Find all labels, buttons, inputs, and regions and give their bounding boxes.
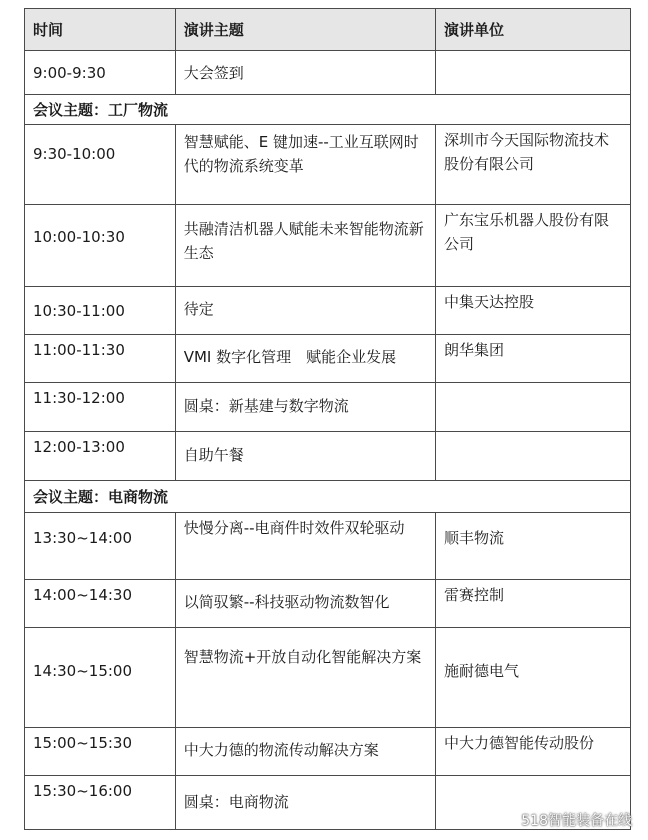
topic-cell: 圆桌：电商物流	[175, 776, 435, 830]
header-row	[25, 9, 631, 51]
table-row	[25, 125, 631, 205]
time-cell: 10:00-10:30	[25, 205, 176, 287]
table-row	[25, 287, 631, 335]
table-row	[25, 335, 631, 383]
table-row	[25, 205, 631, 287]
time-cell: 9:00-9:30	[25, 51, 176, 95]
time-cell: 13:30~14:00	[25, 513, 176, 580]
topic-cell: 快慢分离--电商件时效件双轮驱动	[175, 513, 435, 580]
time-cell: 15:30~16:00	[25, 776, 176, 830]
topic-cell: VMI 数字化管理 赋能企业发展	[175, 335, 435, 383]
org-cell: 施耐德电气	[436, 628, 631, 728]
table-row	[25, 580, 631, 628]
org-cell: 顺丰物流	[436, 513, 631, 580]
watermark-text: 518智能装备在线	[521, 813, 632, 829]
section-row	[25, 95, 631, 125]
section-title: 会议主题：电商物流	[25, 481, 631, 513]
table-row	[25, 628, 631, 728]
org-cell	[436, 383, 631, 432]
topic-cell: 自助午餐	[175, 432, 435, 481]
org-cell	[436, 51, 631, 95]
time-cell: 11:00-11:30	[25, 335, 176, 383]
time-cell: 15:00~15:30	[25, 728, 176, 776]
watermark	[498, 810, 632, 830]
topic-cell: 大会签到	[175, 51, 435, 95]
org-cell: 广东宝乐机器人股份有限公司	[436, 205, 631, 287]
time-cell: 12:00-13:00	[25, 432, 176, 481]
header-time: 时间	[25, 9, 176, 51]
topic-cell: 以简驭繁--科技驱动物流数智化	[175, 580, 435, 628]
time-cell: 11:30-12:00	[25, 383, 176, 432]
org-cell: 深圳市今天国际物流技术股份有限公司	[436, 125, 631, 205]
section-row	[25, 481, 631, 513]
topic-cell: 圆桌：新基建与数字物流	[175, 383, 435, 432]
org-cell	[436, 432, 631, 481]
topic-cell: 智慧赋能、E 键加速--工业互联网时代的物流系统变革	[175, 125, 435, 205]
table-row	[25, 513, 631, 580]
time-cell: 14:30~15:00	[25, 628, 176, 728]
time-cell: 14:00~14:30	[25, 580, 176, 628]
topic-cell: 智慧物流+开放自动化智能解决方案	[175, 628, 435, 728]
org-cell: 朗华集团	[436, 335, 631, 383]
section-title: 会议主题：工厂物流	[25, 95, 631, 125]
header-org: 演讲单位	[436, 9, 631, 51]
topic-cell: 共融清洁机器人赋能未来智能物流新生态	[175, 205, 435, 287]
header-topic: 演讲主题	[175, 9, 435, 51]
topic-cell: 待定	[175, 287, 435, 335]
time-cell: 9:30-10:00	[25, 125, 176, 205]
org-cell: 中集天达控股	[436, 287, 631, 335]
org-cell: 雷赛控制	[436, 580, 631, 628]
org-cell: 中大力德智能传动股份	[436, 728, 631, 776]
table-row	[25, 432, 631, 481]
topic-cell: 中大力德的物流传动解决方案	[175, 728, 435, 776]
table-row	[25, 728, 631, 776]
table-row	[25, 51, 631, 95]
time-cell: 10:30-11:00	[25, 287, 176, 335]
schedule-table	[24, 8, 631, 830]
wechat-icon	[498, 812, 516, 828]
table-row	[25, 383, 631, 432]
